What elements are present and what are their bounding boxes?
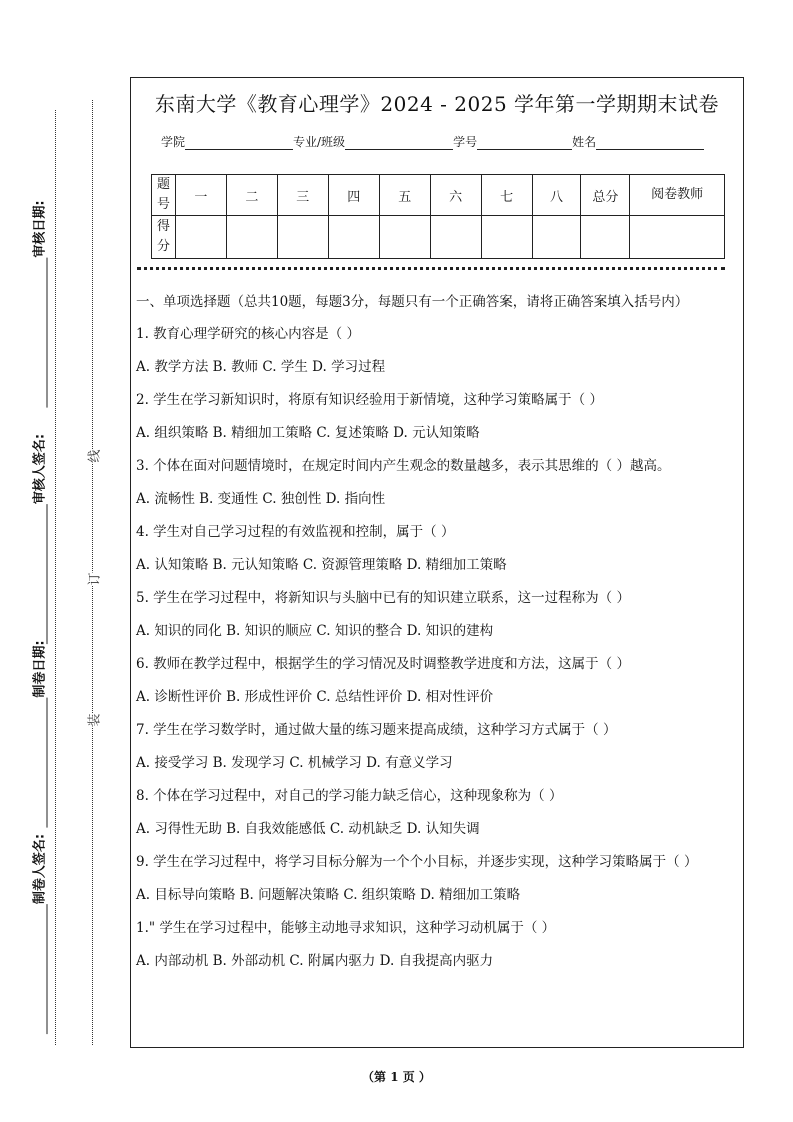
binding-char-bind: 装 [82, 713, 105, 726]
name-label: 姓名 [572, 135, 597, 149]
score-table-header-row [152, 175, 725, 216]
score-table [151, 174, 725, 259]
score-col-4: 四 [328, 175, 379, 216]
question-text: 2. 学生在学习新知识时，将原有知识经验用于新情境，这种学习策略属于（ ） [136, 392, 603, 408]
question-text: 4. 学生对自己学习过程的有效监视和控制，属于（ ） [136, 524, 455, 540]
prep-date-label: 制卷日期: [32, 640, 48, 698]
score-cell[interactable] [581, 216, 630, 259]
section-heading: 一、单项选择题（总共10题，每题3分，每题只有一个正确答案，请将正确答案填入括号内） [136, 294, 689, 310]
question-options: A. 诊断性评价 B. 形成性评价 C. 总结性评价 D. 相对性评价 [136, 689, 494, 705]
binding-char-line: 线 [82, 449, 105, 462]
page-number: （第 1 页 ） [362, 1070, 431, 1084]
exam-title: 东南大学《教育心理学》2024 - 2025 学年第一学期期末试卷 [154, 92, 720, 116]
major-field[interactable] [345, 136, 453, 150]
review-date-label: 审核日期: [32, 200, 48, 258]
score-cell[interactable] [226, 216, 277, 259]
college-label: 学院 [161, 135, 186, 149]
question-text: 5. 学生在学习过程中，将新知识与头脑中已有的知识建立联系，这一过程称为（ ） [136, 590, 630, 606]
student-info-row [161, 133, 704, 150]
score-cell[interactable] [630, 216, 725, 259]
student-id-field[interactable] [477, 136, 572, 150]
score-cell[interactable] [481, 216, 532, 259]
score-table-score-row [152, 216, 725, 259]
score-col-1: 一 [175, 175, 226, 216]
question-options: A. 认知策略 B. 元认知策略 C. 资源管理策略 D. 精细加工策略 [136, 557, 507, 573]
dotted-separator [137, 267, 725, 270]
prep-date-blank[interactable] [33, 698, 48, 828]
review-date-blank[interactable] [33, 258, 48, 408]
question-options: A. 组织策略 B. 精细加工策略 C. 复述策略 D. 元认知策略 [136, 425, 480, 441]
question-text: 1." 学生在学习过程中，能够主动地寻求知识，这种学习动机属于（ ） [136, 920, 556, 936]
question-text: 3. 个体在面对问题情境时，在规定时间内产生观念的数量越多，表示其思维的（ ）越高。 [136, 458, 671, 474]
score-cell[interactable] [175, 216, 226, 259]
score-col-3: 三 [277, 175, 328, 216]
question-text: 9. 学生在学习过程中，将学习目标分解为一个个小目标，并逐步实现，这种学习策略属于（ ） [136, 854, 698, 870]
score-row-label: 得分 [152, 216, 176, 259]
question-options: A. 习得性无助 B. 自我效能感低 C. 动机缺乏 D. 认知失调 [136, 821, 480, 837]
exam-frame [130, 77, 744, 1048]
major-label: 专业/班级 [293, 135, 346, 149]
question-text: 7. 学生在学习数学时，通过做大量的练习题来提高成绩，这种学习方式属于（ ） [136, 722, 617, 738]
question-text: 1. 教育心理学研究的核心内容是（ ） [136, 326, 360, 342]
score-cell[interactable] [277, 216, 328, 259]
question-options: A. 接受学习 B. 发现学习 C. 机械学习 D. 有意义学习 [136, 755, 453, 771]
question-options: A. 目标导向策略 B. 问题解决策略 C. 组织策略 D. 精细加工策略 [136, 887, 521, 903]
score-col-8: 八 [532, 175, 581, 216]
score-col-total: 总分 [581, 175, 630, 216]
preparer-sign-blank[interactable] [33, 904, 48, 1034]
name-field[interactable] [596, 136, 704, 150]
score-cell[interactable] [379, 216, 430, 259]
score-cell[interactable] [430, 216, 481, 259]
binding-char-staple: 订 [82, 572, 105, 585]
student-id-label: 学号 [453, 135, 478, 149]
question-options: A. 教学方法 B. 教师 C. 学生 D. 学习过程 [136, 359, 386, 375]
question-text: 6. 教师在教学过程中，根据学生的学习情况及时调整教学进度和方法，这属于（ ） [136, 656, 630, 672]
reviewer-sign-blank[interactable] [33, 504, 48, 644]
score-col-2: 二 [226, 175, 277, 216]
score-cell[interactable] [532, 216, 581, 259]
score-col-5: 五 [379, 175, 430, 216]
question-options: A. 知识的同化 B. 知识的顺应 C. 知识的整合 D. 知识的建构 [136, 623, 494, 639]
question-options: A. 流畅性 B. 变通性 C. 独创性 D. 指向性 [136, 491, 386, 507]
question-text: 8. 个体在学习过程中，对自己的学习能力缺乏信心，这种现象称为（ ） [136, 788, 563, 804]
score-cell[interactable] [328, 216, 379, 259]
score-col-6: 六 [430, 175, 481, 216]
college-field[interactable] [185, 136, 293, 150]
binding-margin [0, 0, 70, 1122]
question-no-label: 题号 [152, 175, 176, 216]
score-col-7: 七 [481, 175, 532, 216]
question-options: A. 内部动机 B. 外部动机 C. 附属内驱力 D. 自我提高内驱力 [136, 953, 494, 969]
reviewer-sign-label: 审核人签名: [32, 433, 48, 505]
preparer-sign-label: 制卷人签名: [32, 833, 48, 905]
inner-dotted-line [55, 110, 56, 1045]
score-col-grader: 阅卷教师 [630, 175, 725, 216]
exam-content [136, 291, 737, 983]
